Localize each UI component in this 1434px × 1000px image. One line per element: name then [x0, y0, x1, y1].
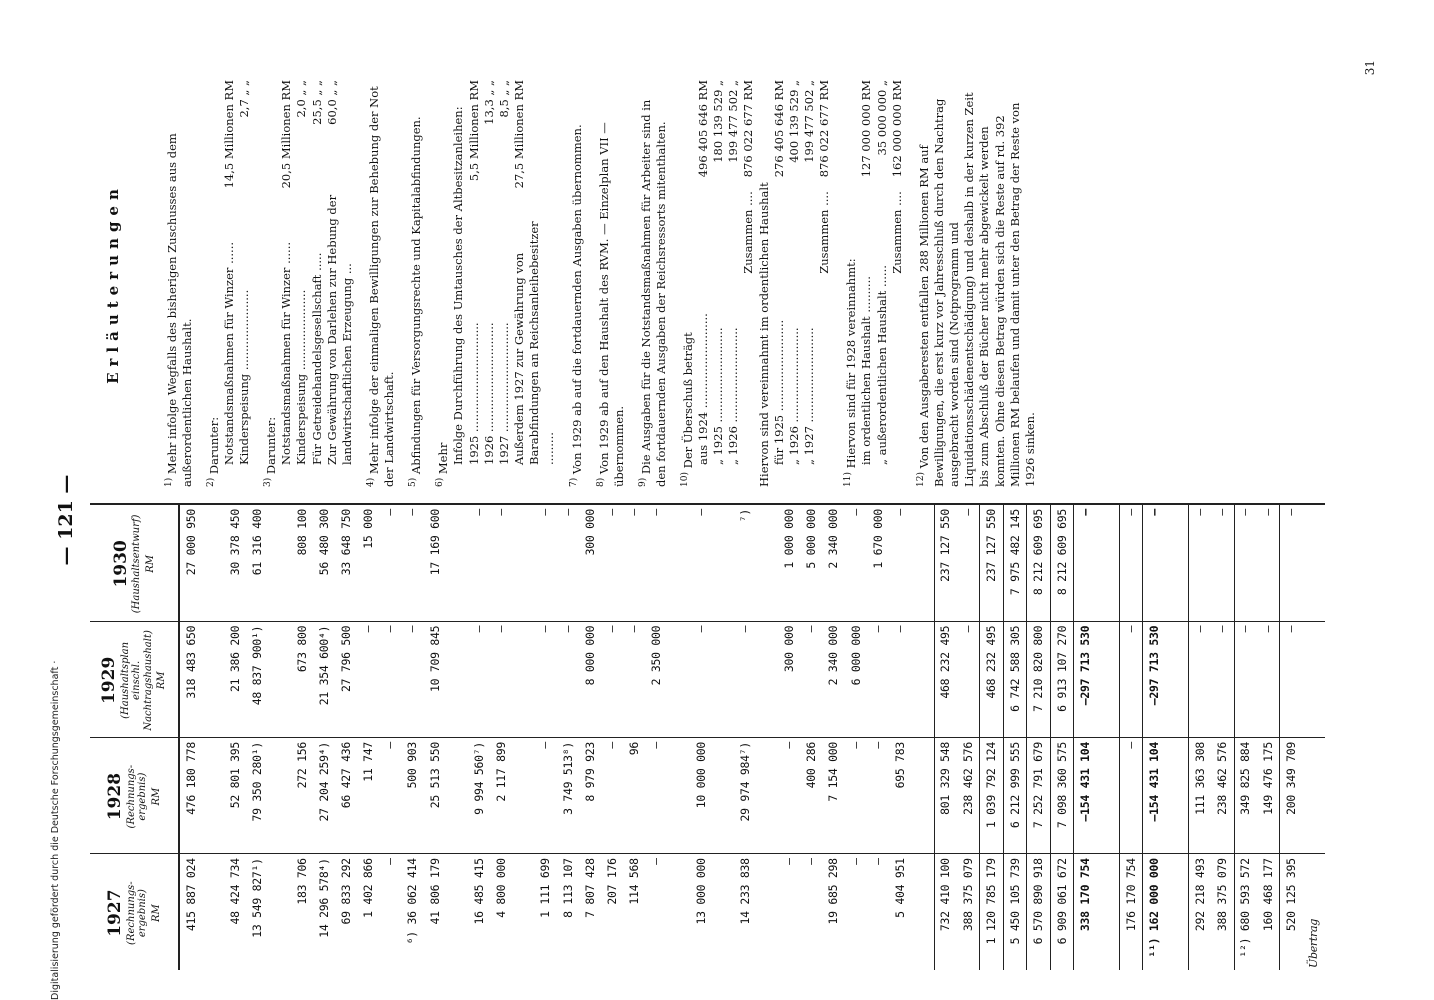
- table-cell: ¹²) 680 593 572: [1234, 854, 1257, 970]
- table-cell: 13 000 000: [693, 858, 708, 925]
- column-unit: RM: [150, 904, 162, 923]
- table-cell: [1166, 854, 1189, 970]
- table-cell: 388 375 079: [960, 858, 975, 932]
- table-cell: [513, 854, 535, 970]
- table-cell: ⁶) 36 062 414: [405, 858, 420, 945]
- table-cell: —: [779, 738, 801, 854]
- table-cell: —: [468, 621, 490, 737]
- column-year: 1930: [110, 540, 131, 588]
- table-row: [668, 505, 690, 970]
- table-cell: 1 000 000: [779, 505, 801, 621]
- table-row: [179, 505, 202, 970]
- table-row: [491, 505, 513, 970]
- table-cell: 21 386 200: [225, 621, 247, 737]
- table-row: [601, 505, 623, 970]
- table-row: [801, 505, 823, 970]
- table-cell: 400 286: [801, 738, 823, 854]
- table-cell: —: [889, 505, 911, 621]
- table-cell: —: [957, 621, 980, 737]
- note-12: $^{12)}$ Von den Ausgaberesten entfallen 288 Millionen RM auf Bewilligungen, die erst kurz vor Jahresschluß durch den Nachtrag ausgebracht worden sind (Notprogramm und Liquidationsschädenentschädigung) und deshalb in der kurzen Zeit bis zum Abschluß der Bücher nicht mehr abgewickelt werden konnten. Ohne diesen Betrag würden sich die Reste auf rd. 392 Millionen RM belaufen und damit unter den Betrag der Reste von 1926 sinken.: [915, 92, 1037, 487]
- table-cell: 8 000 000: [579, 621, 601, 737]
- table-cell: 7 252 791 679: [1027, 738, 1050, 854]
- table-cell: 15 000: [358, 505, 380, 621]
- table-cell: —: [646, 505, 668, 621]
- table-cell: 11 747: [358, 738, 380, 854]
- notes-title: Erläuterungen: [104, 183, 122, 384]
- table-cell: —: [1211, 505, 1234, 621]
- note-11: $^{11)}$ Hiervon sind für 1928 vereinnahmt: im ordentlichen Haushalt .......... 127 000 000 RM „ außerordentlichen Haushalt ...... 35 000 000 „ Zusammen .... 162 000 000 RM: [843, 80, 904, 487]
- table-cell: 27 000 950: [179, 505, 202, 621]
- table-row: [557, 505, 579, 970]
- table-cell: 300 000: [579, 505, 601, 621]
- table-cell: —: [801, 621, 823, 737]
- table-row: [1143, 505, 1166, 970]
- table-cell: [756, 505, 778, 621]
- table-row: [1003, 505, 1026, 970]
- table-cell: [1166, 505, 1189, 621]
- table-row: [1074, 505, 1097, 970]
- table-cell: 176 170 754: [1119, 854, 1142, 970]
- table-cell: 8 113 107: [560, 858, 575, 918]
- table-cell: [712, 854, 734, 970]
- table-row: [646, 505, 668, 970]
- table-cell: 6 909 061 672: [1050, 854, 1073, 970]
- table-row: [202, 505, 224, 970]
- table-row: [934, 505, 957, 970]
- table-cell: —: [782, 858, 797, 865]
- table-cell: 238 462 576: [1211, 738, 1234, 854]
- table-row: [623, 505, 645, 970]
- signature-mark: 31: [1363, 60, 1378, 76]
- table-cell: —: [646, 738, 668, 854]
- table-cell: 17 169 600: [424, 505, 446, 621]
- table-cell: 7 154 000: [823, 738, 845, 854]
- table-row: [734, 505, 756, 970]
- table-row: [845, 505, 867, 970]
- table-cell: —: [867, 738, 889, 854]
- table-cell: [712, 621, 734, 737]
- column-unit: RM: [144, 554, 156, 573]
- table-cell: 476 180 778: [179, 738, 202, 854]
- table-cell: —: [690, 505, 712, 621]
- note-5: $^{5)}$ Abfindungen für Versorgungsrechte und Kapitalabfindungen.: [408, 116, 424, 487]
- budget-table: [90, 505, 1325, 970]
- table-row: [424, 505, 446, 970]
- table-cell: —: [601, 621, 623, 737]
- table-cell: —: [623, 621, 645, 737]
- table-cell: 66 427 436: [335, 738, 357, 854]
- table-cell: —: [380, 738, 402, 854]
- table-row: [291, 505, 313, 970]
- table-cell: —: [867, 621, 889, 737]
- table-cell: 338 170 754: [1074, 854, 1097, 970]
- table-cell: 1 111 699: [538, 858, 553, 918]
- table-cell: —: [601, 505, 623, 621]
- table-cell: 52 801 395: [225, 738, 247, 854]
- table-cell: 48 424 734: [228, 858, 243, 925]
- table-cell: 1 670 000: [867, 505, 889, 621]
- table-cell: —: [1211, 621, 1234, 737]
- table-row: [957, 505, 980, 970]
- table-row: [1211, 505, 1234, 970]
- table-cell: —: [557, 621, 579, 737]
- table-cell: [446, 854, 468, 970]
- table-cell: 1 402 866: [361, 858, 376, 918]
- table-row: [402, 505, 424, 970]
- table-cell: 2 117 899: [491, 738, 513, 854]
- table-row: [535, 505, 557, 970]
- table-cell: 160 468 177: [1260, 858, 1275, 932]
- table-cell: 30 378 450: [225, 505, 247, 621]
- table-row: [1166, 505, 1189, 970]
- table-cell: 237 127 550: [934, 505, 957, 621]
- table-cell: 1 039 792 124: [980, 738, 1003, 854]
- note-9: $^{9)}$ Die Ausgaben für die Notstandsmaßnahmen für Arbeiter sind in den fortdauernden Ausgaben der Reichsressorts mitenthalten.: [637, 99, 668, 487]
- table-cell: 8 979 923: [579, 738, 601, 854]
- column-unit: RM: [150, 787, 162, 806]
- table-cell: [202, 505, 224, 621]
- table-cell: 69 833 292: [339, 858, 354, 925]
- table-cell: —297 713 530: [1143, 621, 1166, 737]
- table-cell: [202, 738, 224, 854]
- table-cell: —: [402, 621, 424, 737]
- table-cell: —: [601, 738, 623, 854]
- table-cell: 8 212 609 695: [1050, 505, 1073, 621]
- table-cell: —: [1280, 505, 1303, 621]
- table-cell: 5 000 000: [801, 505, 823, 621]
- table-row: [269, 505, 291, 970]
- table-cell: [202, 621, 224, 737]
- table-cell: —: [1189, 505, 1212, 621]
- table-footer: [1303, 505, 1325, 970]
- table-cell: 7 807 428: [582, 858, 597, 918]
- note-3: $^{2)}$ Darunter: Notstandsmaßnahmen für Winzer ...... 14,5 Millionen RM Kinderspeisung ...................... 2,7 „ „: [205, 80, 252, 487]
- table-cell: [446, 505, 468, 621]
- table-cell: 48 837 900¹): [247, 621, 269, 737]
- table-cell: —: [1257, 505, 1280, 621]
- source-line: Digitalisierung gefördert durch die Deutsche Forschungsgemeinschaft ·: [50, 660, 61, 1000]
- table-row: [980, 505, 1003, 970]
- table-cell: [269, 854, 291, 970]
- table-cell: 808 100: [291, 505, 313, 621]
- table-cell: 520 125 395: [1280, 854, 1303, 970]
- table-cell: 8 212 609 695: [1027, 505, 1050, 621]
- column-subtitle: (Haushaltsplan einschl. Nachtragshaushalt): [119, 630, 154, 731]
- column-header: [90, 505, 179, 621]
- column-year: 1929: [99, 656, 120, 705]
- table-row: [911, 505, 934, 970]
- table-cell: 7 210 820 800: [1027, 621, 1050, 737]
- table-cell: 500 903: [402, 738, 424, 854]
- table-cell: 21 354 600⁴): [313, 621, 335, 737]
- table-row: [513, 505, 535, 970]
- table-cell: [756, 621, 778, 737]
- table-cell: 25 513 550: [424, 738, 446, 854]
- column-header: [90, 854, 179, 970]
- table-cell: 183 706: [294, 858, 309, 905]
- table-cell: —: [1280, 621, 1303, 737]
- table-cell: 7 098 360 575: [1050, 738, 1073, 854]
- table-cell: 468 232 495: [934, 621, 957, 737]
- table-cell: 207 176: [604, 858, 619, 905]
- column-header: [90, 738, 179, 854]
- column-unit: RM: [156, 671, 168, 690]
- table-cell: 16 485 415: [471, 858, 486, 925]
- table-cell: —: [649, 858, 664, 865]
- table-cell: [1097, 854, 1120, 970]
- table-cell: 56 480 300: [313, 505, 335, 621]
- table-cell: —: [870, 858, 885, 865]
- table-cell: 1 120 785 179: [980, 854, 1003, 970]
- table-cell: —: [535, 505, 557, 621]
- table-row: [1234, 505, 1257, 970]
- table-cell: —: [1189, 621, 1212, 737]
- table-cell: 695 783: [889, 738, 911, 854]
- table-cell: —: [734, 621, 756, 737]
- table-cell: —154 431 104: [1074, 738, 1097, 854]
- column-year: 1927: [104, 889, 125, 937]
- table-cell: [756, 854, 778, 970]
- carry-over-label: Übertrag: [1306, 919, 1320, 968]
- table-cell: 27 204 259⁴): [313, 738, 335, 854]
- note-10: $^{10)}$ Der Überschuß beträgt aus 1924 .......................... 496 405 646 RM „ 1925 .......................... 180 139 529 „ „ 1926 .......................... 199 477 502 „ Zusammen .... 876 022 677 RM Hiervon sind vereinnahmt im ordentlichen Haushalt für 1925 ......................... 276 405 646 RM „ 1926 .......................... 400 139 529 „ „ 1927 .......................... 199 477 502 „ Zusammen .... 876 022 677 RM: [679, 80, 832, 487]
- table-cell: 2 340 000: [823, 621, 845, 737]
- table-cell: [1166, 738, 1189, 854]
- table-cell: 114 568: [627, 858, 642, 905]
- table-cell: 238 462 576: [957, 738, 980, 854]
- table-row: [1189, 505, 1212, 970]
- page-body: [90, 70, 1325, 970]
- table-cell: —: [1119, 621, 1142, 737]
- table-cell: 61 316 400: [247, 505, 269, 621]
- table-cell: —: [557, 505, 579, 621]
- table-cell: 6 742 588 305: [1003, 621, 1026, 737]
- table-cell: 237 127 550: [980, 505, 1003, 621]
- table-cell: 272 156: [291, 738, 313, 854]
- table-row: [1280, 505, 1303, 970]
- table-cell: —: [1074, 505, 1097, 621]
- table-cell: 468 232 495: [980, 621, 1003, 737]
- table-cell: —: [383, 858, 398, 865]
- table-cell: 300 000: [779, 621, 801, 737]
- table-body: [179, 505, 1325, 970]
- table-cell: 318 483 650: [179, 621, 202, 737]
- table-cell: 5 404 951: [892, 858, 907, 918]
- table-cell: —: [1119, 505, 1142, 621]
- table-cell: —154 431 104: [1143, 738, 1166, 854]
- table-cell: —: [957, 505, 980, 621]
- column-subtitle: (Rechnungs-ergebnis): [125, 881, 149, 945]
- table-cell: —: [468, 505, 490, 621]
- table-cell: —: [491, 621, 513, 737]
- note-6: $^{6)}$ Mehr Infolge Durchführung des Umtausches der Altbesitzanleihen: 1925 .............................. 5,5 Millionen RM 1926 .............................. 13,3 „ „ 1927 .............................. 8,5 „ „ Außerdem 1927 zur Gewährung von Barabfindungen an Reichsanleihebesitzer ......... 27,5 Millionen RM: [435, 80, 557, 487]
- table-cell: 292 218 493: [1189, 854, 1212, 970]
- table-cell: 5 450 105 739: [1003, 854, 1026, 970]
- table-cell: [911, 738, 934, 854]
- table-cell: [1303, 621, 1325, 737]
- table-cell: —: [1234, 505, 1257, 621]
- table-cell: 111 363 308: [1189, 738, 1212, 854]
- table-row: [313, 505, 335, 970]
- table-row: [358, 505, 380, 970]
- table-cell: 732 410 100: [934, 854, 957, 970]
- page-number: — 121 —: [55, 474, 77, 566]
- table-cell: [911, 854, 934, 970]
- table-cell: —: [491, 505, 513, 621]
- table-row: [1027, 505, 1050, 970]
- table-cell: —297 713 530: [1074, 621, 1097, 737]
- table-cell: —: [1119, 738, 1142, 854]
- table-cell: 349 825 884: [1234, 738, 1257, 854]
- table-cell: —: [402, 505, 424, 621]
- table-cell: —: [358, 621, 380, 737]
- table-cell: —: [1234, 621, 1257, 737]
- table-cell: —: [845, 505, 867, 621]
- table-row: [690, 505, 712, 970]
- table-cell: —: [889, 621, 911, 737]
- table-cell: 14 233 838: [737, 858, 752, 925]
- note-2: $^{3)}$ Darunter: Notstandsmaßnahmen für Winzer ...... 20,5 Millionen RM Kinderspeisung ...................... 2,0 „ „ Für Getreidehandelsgesellschaft ..... 25,5 „ „ Zur Gewährung von Darlehen zur Hebung der landwirtschaftlichen Erzeugung ... 60,0 „ „: [263, 80, 354, 487]
- table-cell: 13 549 827¹): [250, 858, 265, 938]
- table-cell: ¹¹) 162 000 000: [1143, 854, 1166, 970]
- note-8: $^{8)}$ Von 1929 ab auf den Haushalt des RVM. — Einzelplan VII — übernommen.: [595, 122, 626, 487]
- table-cell: 801 329 548: [934, 738, 957, 854]
- table-cell: 2 340 000: [823, 505, 845, 621]
- table-cell: 415 887 024: [183, 858, 198, 932]
- table-row: [1119, 505, 1142, 970]
- column-header: [90, 621, 179, 737]
- table-row: [889, 505, 911, 970]
- table-row: [823, 505, 845, 970]
- table-cell: [513, 505, 535, 621]
- table-row: [867, 505, 889, 970]
- table-cell: 29 974 984⁷): [734, 738, 756, 854]
- table-cell: 14 296 578⁴): [316, 858, 331, 938]
- table-row: [1050, 505, 1073, 970]
- rotated-page: [50, 40, 1395, 1000]
- table-cell: [513, 621, 535, 737]
- table-cell: [269, 505, 291, 621]
- table-row: [468, 505, 490, 970]
- table-cell: 3 749 513⁸): [557, 738, 579, 854]
- table-cell: [513, 738, 535, 854]
- table-cell: [668, 738, 690, 854]
- table-cell: ⁷): [734, 505, 756, 621]
- table-row: [1257, 505, 1280, 970]
- table-cell: 2 350 000: [646, 621, 668, 737]
- notes-panel: [90, 70, 1325, 505]
- column-subtitle: (Rechnungs-ergebnis): [125, 764, 149, 829]
- table-cell: 33 648 750: [335, 505, 357, 621]
- table-cell: 10 709 845: [424, 621, 446, 737]
- table-cell: —: [1143, 505, 1166, 621]
- table-cell: —: [623, 505, 645, 621]
- table-cell: 6 913 107 270: [1050, 621, 1073, 737]
- column-subtitle: (Haushaltsentwurf): [131, 514, 143, 614]
- table-cell: 96: [623, 738, 645, 854]
- table-row: [1097, 505, 1120, 970]
- table-cell: [446, 738, 468, 854]
- table-cell: 9 994 560⁷): [468, 738, 490, 854]
- table-cell: 149 476 175: [1257, 738, 1280, 854]
- table-cell: [712, 505, 734, 621]
- table-cell: 6 570 890 918: [1027, 854, 1050, 970]
- table-cell: [756, 738, 778, 854]
- table-row: [446, 505, 468, 970]
- table-row: [579, 505, 601, 970]
- table-cell: 79 350 280¹): [247, 738, 269, 854]
- table-cell: —: [845, 738, 867, 854]
- table-cell: 7 975 482 145: [1003, 505, 1026, 621]
- table-cell: [911, 505, 934, 621]
- table-cell: —: [380, 505, 402, 621]
- table-row: [335, 505, 357, 970]
- table-cell: 10 000 000: [690, 738, 712, 854]
- table-cell: [1166, 621, 1189, 737]
- table-cell: [712, 738, 734, 854]
- table-cell: 200 349 709: [1280, 738, 1303, 854]
- table-header: [90, 505, 179, 970]
- table-row: [712, 505, 734, 970]
- table-cell: [202, 854, 224, 970]
- note-4: $^{4)}$ Mehr infolge der einmaligen Bewilligungen zur Behebung der Not der Landwirtschaft.: [366, 86, 397, 487]
- table-cell: [1303, 738, 1325, 854]
- table-row: [225, 505, 247, 970]
- table-cell: [269, 621, 291, 737]
- table-cell: [269, 738, 291, 854]
- table-cell: [1097, 738, 1120, 854]
- table-cell: —: [848, 858, 863, 865]
- table-cell: —: [1257, 621, 1280, 737]
- table-cell: 6 000 000: [845, 621, 867, 737]
- table-row: [756, 505, 778, 970]
- table-cell: [911, 621, 934, 737]
- table-row: [779, 505, 801, 970]
- table-cell: 673 800: [291, 621, 313, 737]
- note-7: $^{7)}$ Von 1929 ab auf die fortdauernden Ausgaben übernommen.: [568, 124, 584, 487]
- table-cell: —: [535, 738, 557, 854]
- table-cell: [668, 505, 690, 621]
- table-cell: 27 796 500: [335, 621, 357, 737]
- table-cell: —: [690, 621, 712, 737]
- table-cell: —: [535, 621, 557, 737]
- table-cell: —: [380, 621, 402, 737]
- table-cell: 388 375 079: [1215, 858, 1229, 932]
- table-row: [247, 505, 269, 970]
- table-cell: 6 212 999 555: [1003, 738, 1026, 854]
- table-cell: 41 806 179: [427, 858, 442, 925]
- table-cell: [1303, 505, 1325, 621]
- table-cell: [1097, 621, 1120, 737]
- note-1: $^{1)}$ Mehr infolge Wegfalls des bisherigen Zuschusses aus dem außerordentlichen Haushalt.: [163, 133, 194, 487]
- table-cell: 4 800 000: [494, 858, 509, 918]
- column-year: 1928: [104, 772, 125, 821]
- table-cell: [1097, 505, 1120, 621]
- table-cell: —: [804, 858, 819, 865]
- table-row: [380, 505, 402, 970]
- table-cell: [446, 621, 468, 737]
- table-cell: [668, 854, 690, 970]
- table-cell: [668, 621, 690, 737]
- table-cell: 19 685 298: [826, 858, 841, 925]
